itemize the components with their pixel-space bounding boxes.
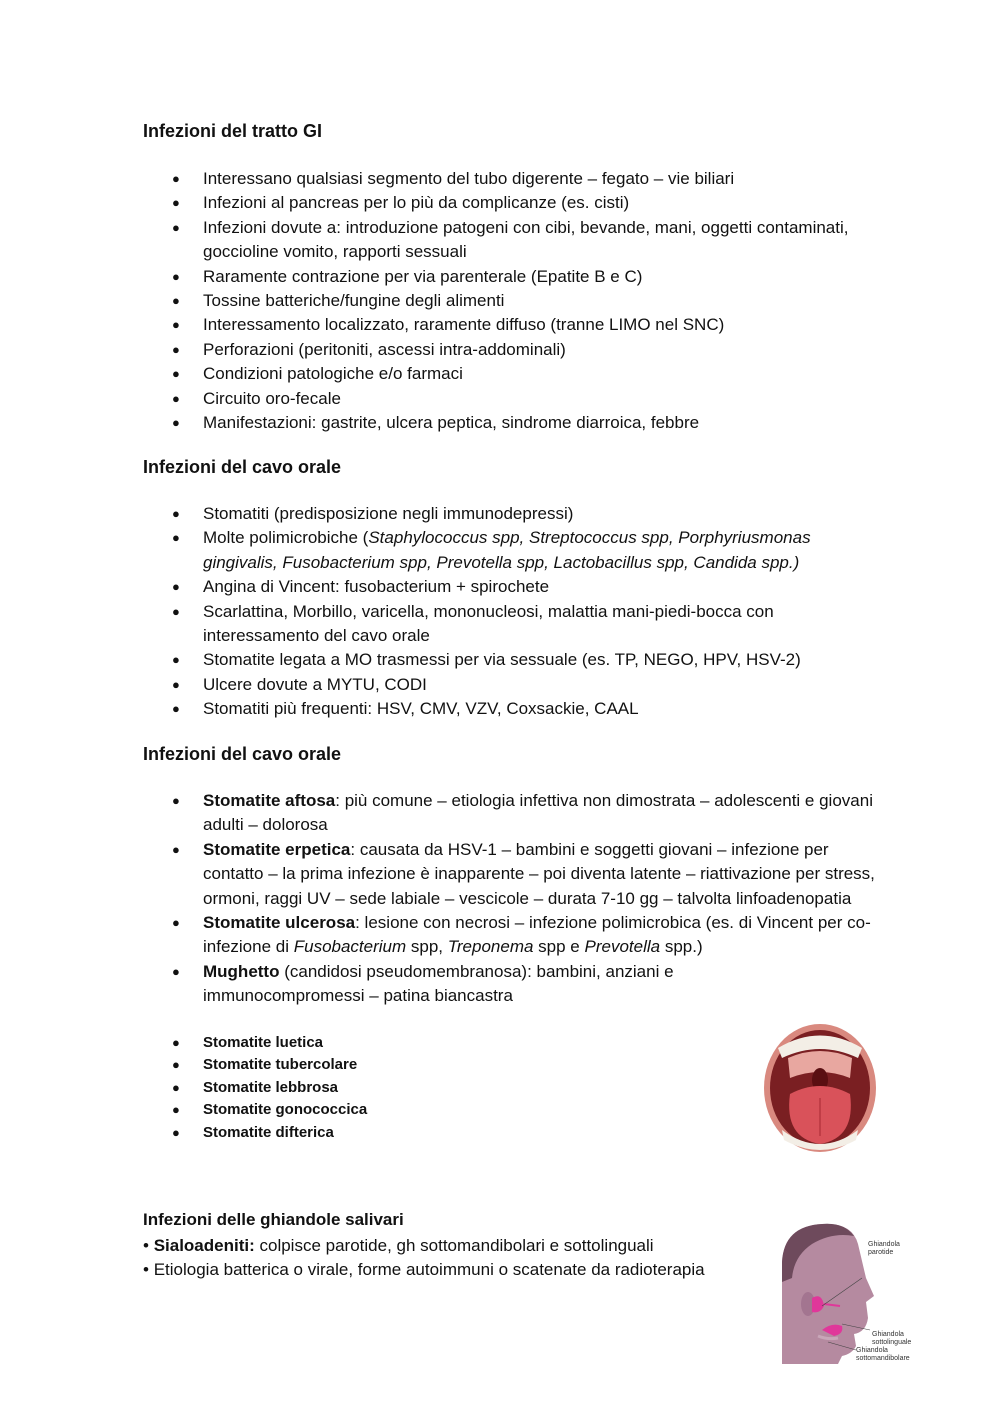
list-item: ● Stomatiti più frequenti: HSV, CMV, VZV, Coxsackie, CAAL xyxy=(172,699,639,719)
stomatiti-list xyxy=(143,789,883,1009)
list-item: ● Manifestazioni: gastrite, ulcera peptica, sindrome diarroica, febbre xyxy=(172,413,700,433)
salivary-glands-illustration xyxy=(782,1222,916,1364)
list-item: ● Stomatite luetica xyxy=(172,1034,324,1051)
list-item: ● Stomatite legata a MO trasmessi per via sessuale (es. TP, NEGO, HPV, HSV-2) xyxy=(172,650,801,670)
list-item: ● Stomatite tubercolare xyxy=(172,1056,358,1074)
list-item: ● Mughetto (candidosi pseudomembranosa): bambini, anziani e immunocompromessi – patina biancastra xyxy=(172,961,674,1006)
list-item: ● Stomatite lebbrosa xyxy=(172,1078,339,1096)
list-item: ● Interessano qualsiasi segmento del tubo digerente – fegato – vie biliari xyxy=(172,169,735,188)
list-item: ● Ulcere dovute a MYTU, CODI xyxy=(172,674,427,694)
list-item: ● Raramente contrazione per via parenterale (Epatite B e C) xyxy=(172,266,643,286)
gi-list xyxy=(143,167,883,435)
label-parotide-1: Ghiandola xyxy=(868,1241,900,1248)
list-item: ● Circuito oro-fecale xyxy=(172,388,341,408)
sialoadeniti-line: • Sialoadeniti: colpisce parotide, gh sottomandibolari e sottolinguali xyxy=(143,1236,654,1255)
cavo-orale-list xyxy=(143,502,883,722)
label-sottolinguale-2: sottolinguale xyxy=(872,1339,912,1346)
list-item: ● Stomatite gonococcica xyxy=(172,1101,368,1119)
label-sottolinguale-1: Ghiandola xyxy=(872,1331,904,1338)
label-parotide-2: parotide xyxy=(868,1249,894,1256)
list-item: ● Infezioni dovute a: introduzione patogeni con cibi, bevande, mani, oggetti contaminati, goccioline vomito, rapporti sessuali xyxy=(172,217,849,262)
etiologia-line: • Etiologia batterica o virale, forme autoimmuni o scatenate da radioterapia xyxy=(143,1260,705,1279)
list-item: ● Stomatite difterica xyxy=(172,1123,334,1141)
list-item: ● Infezioni al pancreas per lo più da complicanze (es. cisti) xyxy=(172,193,630,213)
label-sottomandibolare-2: sottomandibolare xyxy=(856,1355,910,1362)
list-item: ● Molte polimicrobiche (Staphylococcus spp, Streptococcus spp, Porphyriusmonas gingivalis, Fusobacterium spp, Prevotella spp, Lactobacillus spp, Candida spp.) xyxy=(172,528,811,572)
list-item: ● Tossine batteriche/fungine degli alimenti xyxy=(172,291,505,311)
list-item: ● Perforazioni (peritoniti, ascessi intra-addominali) xyxy=(172,339,566,359)
mouth-illustration xyxy=(760,1018,880,1160)
list-item: ● Stomatite erpetica: causata da HSV-1 – bambini e soggetti giovani – infezione per contatto – la prima infezione è inapparente – poi diventa latente – riattivazione per stress, ormoni, raggi UV – sede labiale – vescicole – durata 7-10 gg – talvolta linfoadenopatia xyxy=(172,839,875,908)
label-sottomandibolare-1: Ghiandola xyxy=(856,1347,888,1354)
section-title-stomatiti: Infezioni del cavo orale xyxy=(143,744,342,764)
section-title-cavo-orale: Infezioni del cavo orale xyxy=(143,457,342,477)
list-item: ● Angina di Vincent: fusobacterium + spirochete xyxy=(172,577,550,597)
list-item: ● Condizioni patologiche e/o farmaci xyxy=(172,364,463,384)
list-item: ● Stomatite ulcerosa: lesione con necrosi – infezione polimicrobica (es. di Vincent per co-infezione di Fusobacterium spp, Treponema spp e Prevotella spp.) xyxy=(172,913,871,957)
list-item: ● Scarlattina, Morbillo, varicella, mononucleosi, malattia mani-piedi-bocca con interessamento del cavo orale xyxy=(172,601,774,646)
list-item: ● Interessamento localizzato, raramente diffuso (tranne LIMO nel SNC) xyxy=(172,315,725,335)
section-title-gi: Infezioni del tratto GI xyxy=(143,121,322,141)
section-title-ghiandole: Infezioni delle ghiandole salivari xyxy=(143,1210,404,1229)
list-item: ● Stomatiti (predisposizione negli immunodepressi) xyxy=(172,504,574,523)
list-item: ● Stomatite aftosa: più comune – etiologia infettiva non dimostrata – adolescenti e giovani adulti – dolorosa xyxy=(172,791,873,835)
